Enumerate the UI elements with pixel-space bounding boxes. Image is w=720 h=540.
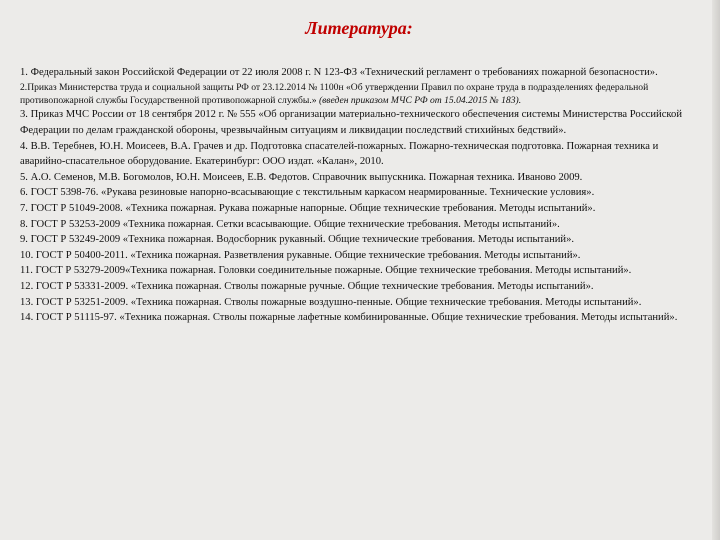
reference-list [20, 65, 700, 326]
reference-item-2-text: 2.Приказ Министерства труда и социальной защиты РФ от 23.12.2014 № 1100н «Об утверждении Правил по охране труда в подразделениях федеральной противопожарной службы Государственной противопожарной службы.» [20, 81, 649, 106]
reference-item-12: 12. ГОСТ Р 53331-2009. «Техника пожарная. Стволы пожарные ручные. Общие технические требования. Методы испытаний». [20, 280, 594, 292]
reference-item-1: 1. Федеральный закон Российской Федерации от 22 июля 2008 г. N 123-ФЗ «Технический регламент о требованиях пожарной безопасности». [20, 67, 658, 78]
reference-item-5: 5. А.О. Семенов, М.В. Богомолов, Ю.Н. Моисеев, Е.В. Федотов. Справочник выпускника. Пожарная техника. Иваново 2009. [20, 171, 583, 183]
reference-item-8: 8. ГОСТ Р 53253-2009 «Техника пожарная. Сетки всасывающие. Общие технические требования. Методы испытаний». [20, 218, 560, 230]
slide-edge-shadow [712, 0, 720, 540]
reference-item-7: 7. ГОСТ Р 51049-2008. «Техника пожарная. Рукава пожарные напорные. Общие технические требования. Методы испытаний». [20, 202, 596, 214]
reference-item-3: 3. Приказ МЧС России от 18 сентября 2012 г. № 555 «Об организации материально-технического обеспечения системы Министерства Российской Федерации по делам гражданской обороны, чрезвычайным ситуациям и ликвидации последствий стихийных бедствий». [20, 109, 682, 136]
slide [14, 0, 704, 540]
reference-item-11: 11. ГОСТ Р 53279-2009«Техника пожарная. Головки соединительные пожарные. Общие технические требования. Методы испытаний». [20, 265, 632, 277]
slide-title: Литература: [305, 18, 413, 38]
reference-item-2 [20, 81, 700, 108]
reference-item-13: 13. ГОСТ Р 53251-2009. «Техника пожарная. Стволы пожарные воздушно-пенные. Общие технические требования. Методы испытаний». [20, 296, 642, 308]
reference-item-9: 9. ГОСТ Р 53249-2009 «Техника пожарная. Водосборник рукавный. Общие технические требования. Методы испытаний». [20, 234, 575, 246]
reference-item-2-note: (введен приказом МЧС РФ от 15.04.2015 № 183). [318, 95, 522, 106]
reference-item-10: 10. ГОСТ Р 50400-2011. «Техника пожарная. Разветвления рукавные. Общие технические требования. Методы испытаний». [20, 249, 581, 261]
reference-item-6: 6. ГОСТ 5398-76. «Рукава резиновые напорно-всасывающие с текстильным каркасом неармированные. Технические условия». [20, 187, 595, 199]
reference-item-4: 4. В.В. Теребнев, Ю.Н. Моисеев, В.А. Грачев и др. Подготовка спасателей-пожарных. Пожарно-техническая подготовка. Пожарная техника и аварийно-спасательное оборудование. Екатеринбург: ООО издат. «Калан», 2010. [20, 140, 659, 168]
reference-item-14: 14. ГОСТ Р 51115-97. «Техника пожарная. Стволы пожарные лафетные комбинированные. Общие технические требования. Методы испытаний». [20, 312, 678, 324]
